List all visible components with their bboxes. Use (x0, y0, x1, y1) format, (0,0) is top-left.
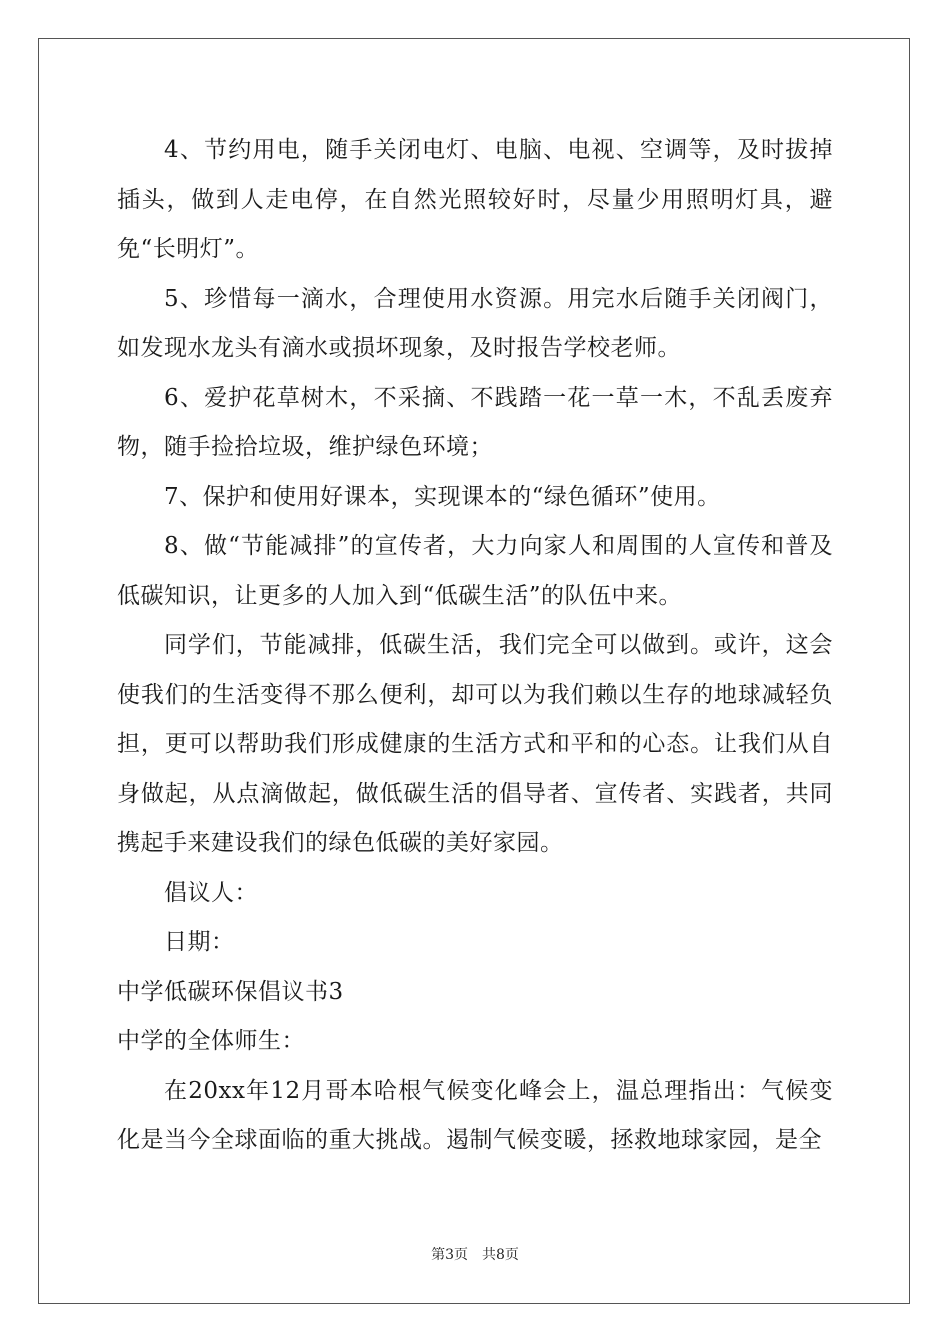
paragraph-item-4: 4、节约用电，随手关闭电灯、电脑、电视、空调等，及时拔掉插头，做到人走电停，在自然光照较好时，尽量少用照明灯具，避免“长明灯”。 (117, 137, 833, 262)
paragraph-item-5: 5、珍惜每一滴水，合理使用水资源。用完水后随手关闭阀门，如发现水龙头有滴水或损坏现象，及时报告学校老师。 (117, 285, 833, 361)
paragraph-item-6: 6、爱护花草树木，不采摘、不践踏一花一草一木，不乱丢废弃物，随手捡拾垃圾，维护绿色环境； (117, 384, 833, 460)
paragraph-item-8: 8、做“节能减排”的宣传者，大力向家人和周围的人宣传和普及低碳知识，让更多的人加入到“低碳生活”的队伍中来。 (117, 533, 833, 609)
section-title: 中学低碳环保倡议书3 (117, 978, 344, 1005)
document-body (117, 126, 833, 1166)
paragraph-intro: 在20xx年12月哥本哈根气候变化峰会上，温总理指出：气候变化是当今全球面临的重大挑战。遏制气候变暖，拯救地球家园，是全 (117, 1077, 833, 1153)
initiator-label: 倡议人： (164, 879, 258, 906)
date-label: 日期： (164, 929, 235, 955)
page-number-footer: 第3页 共8页 (431, 1247, 519, 1263)
paragraph-item-7: 7、保护和使用好课本，实现课本的“绿色循环”使用。 (164, 483, 721, 510)
salutation: 中学的全体师生： (117, 1028, 305, 1054)
paragraph-conclusion: 同学们，节能减排，低碳生活，我们完全可以做到。或许，这会使我们的生活变得不那么便利，却可以为我们赖以生存的地球减轻负担，更可以帮助我们形成健康的生活方式和平和的心态。让我们从自身做起，从点滴做起，做低碳生活的倡导者、宣传者、实践者，共同携起手来建设我们的绿色低碳的美好家园。 (117, 632, 833, 856)
